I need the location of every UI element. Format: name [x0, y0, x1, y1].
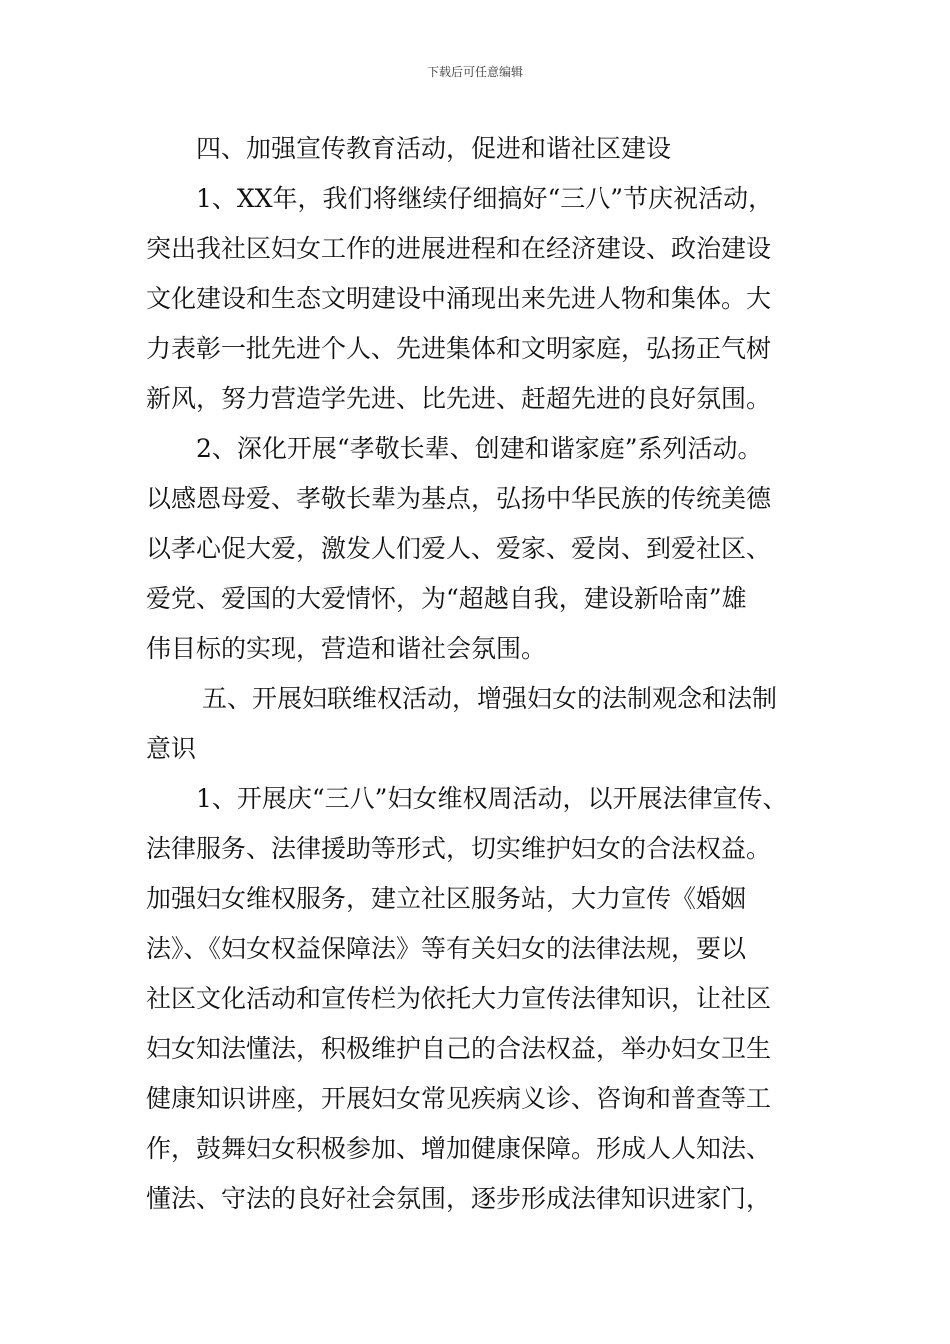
- paragraph-line: 妇女知法懂法，积极维护自己的合法权益，举办妇女卫生: [146, 1034, 772, 1063]
- paragraph-line: 加强妇女维权服务，建立社区服务站，大力宣传《婚姻: [146, 884, 747, 913]
- paragraph-line: 突出我社区妇女工作的进展进程和在经济建设、政治建设: [146, 234, 772, 263]
- paragraph-line: 力表彰一批先进个人、先进集体和文明家庭，弘扬正气树: [146, 334, 772, 363]
- paragraph-line: 1、XX年，我们将继续仔细搞好“三八”节庆祝活动，: [196, 184, 774, 213]
- paragraph-line: 文化建设和生态文明建设中涌现出来先进人物和集体。大: [146, 284, 772, 313]
- paragraph-line: 爱党、爱国的大爱情怀，为“超越自我，建设新哈南”雄: [146, 584, 747, 613]
- paragraph-line: 健康知识讲座，开展妇女常见疾病义诊、咨询和普查等工: [146, 1084, 772, 1113]
- paragraph-line: 1、开展庆“三八”妇女维权周活动，以开展法律宣传、: [196, 784, 788, 813]
- paragraph-line: 新风，努力营造学先进、比先进、赶超先进的良好氛围。: [146, 384, 772, 413]
- section-heading-5: 五、开展妇联维权活动，增强妇女的法制观念和法制: [202, 684, 778, 713]
- paragraph-line: 以孝心促大爱，激发人们爱人、爱家、爱岗、到爱社区、: [146, 534, 772, 563]
- paragraph-line: 伟目标的实现，营造和谐社会氛围。: [146, 634, 547, 663]
- page-header: 下载后可任意编辑: [426, 65, 523, 79]
- paragraph-line: 以感恩母爱、孝敬长辈为基点，弘扬中华民族的传统美德: [146, 484, 772, 513]
- paragraph-line: 法律服务、法律援助等形式，切实维护妇女的合法权益。: [146, 834, 772, 863]
- paragraph-line: 社区文化活动和宣传栏为依托大力宣传法律知识，让社区: [146, 984, 772, 1013]
- paragraph-line: 作，鼓舞妇女积极参加、增加健康保障。形成人人知法、: [146, 1134, 772, 1163]
- paragraph-line: 懂法、守法的良好社会氛围，逐步形成法律知识进家门，: [146, 1184, 772, 1213]
- paragraph-line: 2、深化开展“孝敬长辈、创建和谐家庭”系列活动。: [196, 434, 763, 463]
- paragraph-line: 法》、《妇女权益保障法》等有关妇女的法律法规，要以: [146, 934, 747, 963]
- document-body: [146, 124, 816, 1224]
- section-heading-4: 四、加强宣传教育活动，促进和谐社区建设: [196, 134, 672, 163]
- section-heading-5-cont: 意识: [146, 734, 197, 763]
